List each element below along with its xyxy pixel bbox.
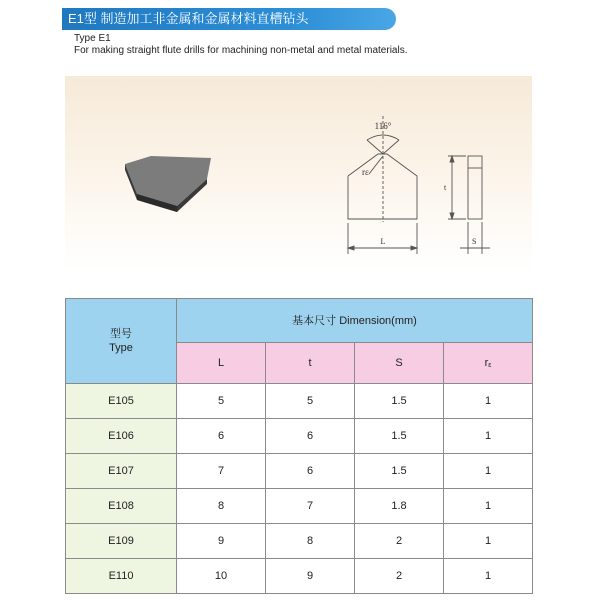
cell-t: 6 — [266, 454, 355, 489]
type-cell: E110 — [66, 559, 177, 594]
cell-S: 1.5 — [355, 384, 444, 419]
cell-S: 1.5 — [355, 419, 444, 454]
table-row — [66, 524, 533, 559]
cell-t: 7 — [266, 489, 355, 524]
cell-r: 1 — [444, 524, 533, 559]
table-header-row — [66, 299, 533, 343]
cell-r: 1 — [444, 559, 533, 594]
col-header-L: L — [177, 342, 266, 384]
table-row — [66, 384, 533, 419]
dimension-header: 基本尺寸 Dimension(mm) — [177, 299, 533, 343]
description: For making straight flute drills for machining non-metal and metal materials. — [74, 45, 408, 56]
cell-t: 5 — [266, 384, 355, 419]
cell-S: 1.8 — [355, 489, 444, 524]
table-row — [66, 559, 533, 594]
table-row — [66, 454, 533, 489]
insert-drawing — [65, 76, 532, 272]
col-header-t: t — [266, 342, 355, 384]
front-view — [348, 116, 417, 254]
cell-L: 9 — [177, 524, 266, 559]
col-header-r — [444, 342, 533, 384]
cell-L: 8 — [177, 489, 266, 524]
table-row — [66, 419, 533, 454]
col-header-r-main: r — [484, 356, 489, 369]
cell-L: 6 — [177, 419, 266, 454]
type-cell: E108 — [66, 489, 177, 524]
cell-S: 1.5 — [355, 454, 444, 489]
cell-t: 9 — [266, 559, 355, 594]
type-header — [66, 299, 177, 384]
col-header-S: S — [355, 342, 444, 384]
type-header-cn: 型号 — [110, 328, 132, 340]
table-row — [66, 489, 533, 524]
cell-L: 10 — [177, 559, 266, 594]
cell-L: 7 — [177, 454, 266, 489]
cell-r: 1 — [444, 419, 533, 454]
type-cell: E107 — [66, 454, 177, 489]
type-header-en: Type — [109, 342, 133, 354]
length-label: L — [380, 237, 386, 246]
cell-r: 1 — [444, 454, 533, 489]
cell-L: 5 — [177, 384, 266, 419]
illustration-panel — [65, 76, 532, 272]
type-label: Type E1 — [74, 33, 111, 44]
type-cell: E106 — [66, 419, 177, 454]
cell-t: 6 — [266, 419, 355, 454]
thickness-label: t — [444, 183, 447, 192]
type-cell: E105 — [66, 384, 177, 419]
cell-S: 2 — [355, 524, 444, 559]
cell-r: 1 — [444, 384, 533, 419]
angle-label: 116° — [374, 121, 392, 131]
width-label: S — [472, 237, 477, 246]
section-banner: E1型 制造加工非金属和金属材料直槽钻头 — [62, 8, 396, 30]
radius-label: rε — [362, 167, 369, 177]
type-cell: E109 — [66, 524, 177, 559]
col-header-r-sub: ε — [488, 361, 492, 369]
insert-3d-image — [125, 156, 211, 212]
cell-S: 2 — [355, 559, 444, 594]
cell-r: 1 — [444, 489, 533, 524]
side-view — [448, 156, 490, 254]
dimension-table — [65, 298, 533, 594]
cell-t: 8 — [266, 524, 355, 559]
